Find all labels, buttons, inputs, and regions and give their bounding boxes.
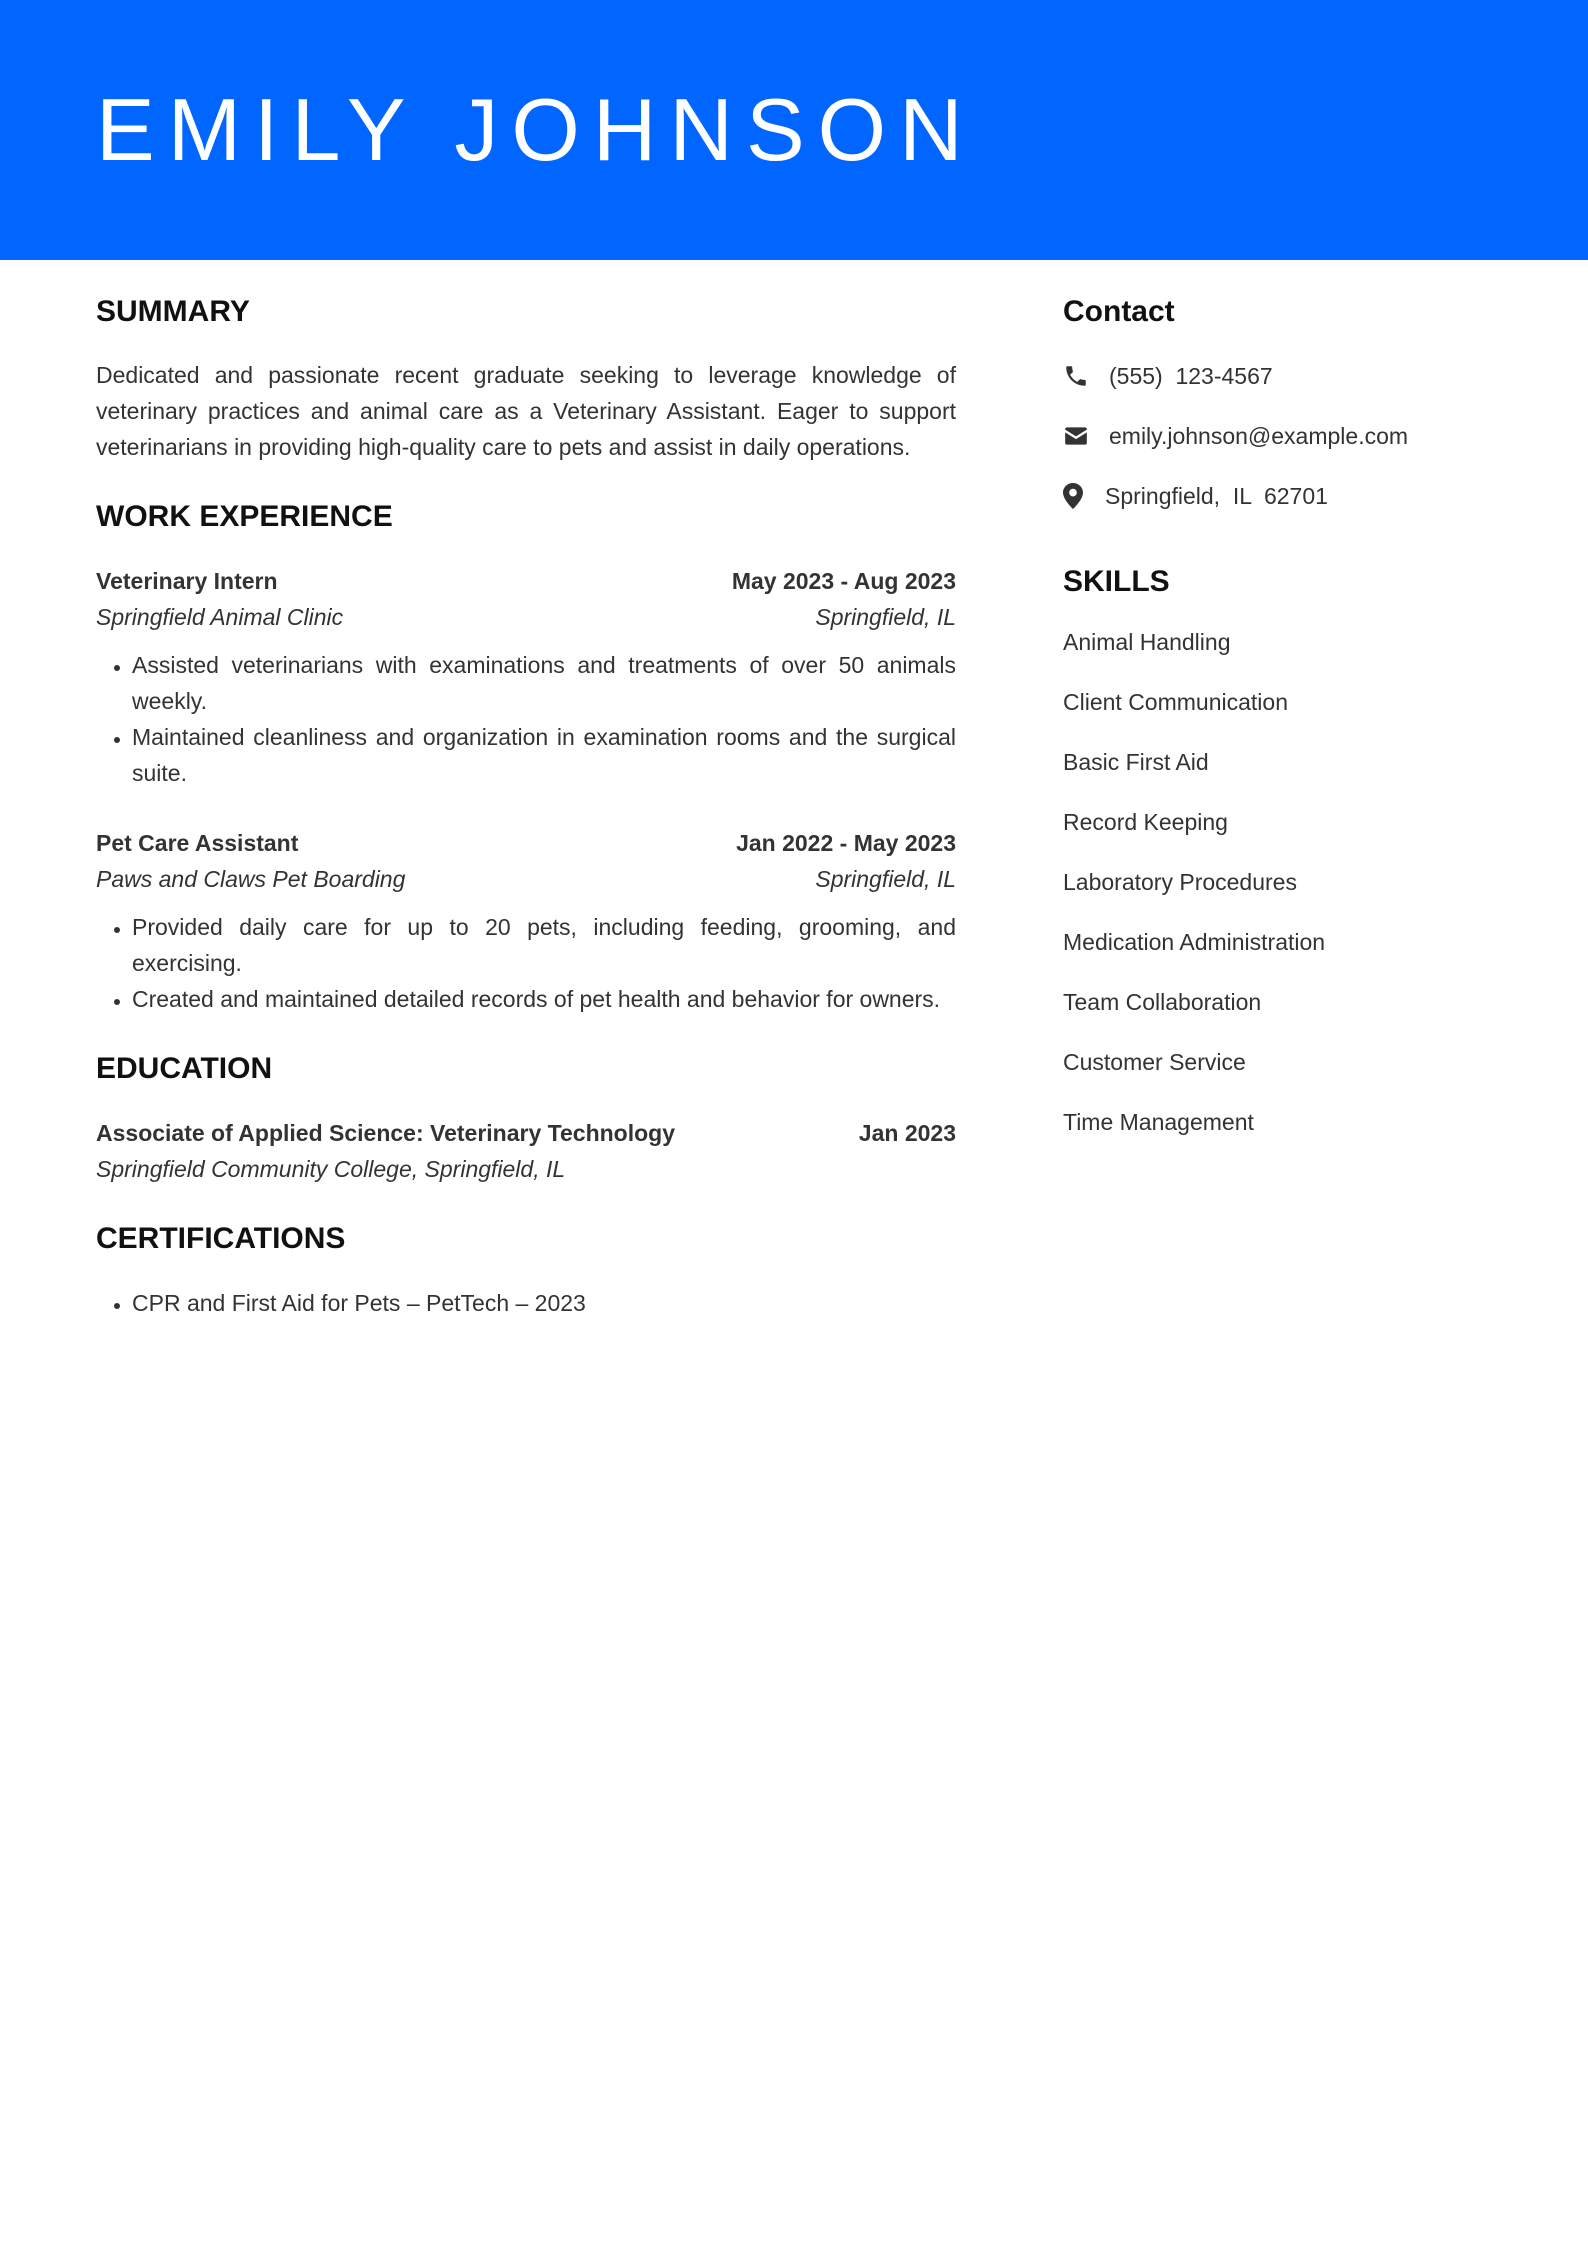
skills-title: SKILLS	[1063, 565, 1170, 598]
contact-location-text: Springfield, IL 62701	[1105, 482, 1328, 509]
job-role: Veterinary Intern	[96, 568, 278, 594]
skills-section	[1063, 564, 1503, 1140]
job-bullet: • Assisted veterinarians with examinations and treatments of over 50 animals weekly.	[132, 647, 956, 719]
job-bullet: • Maintained cleanliness and organization in examination rooms and the surgical suite.	[132, 719, 956, 791]
header-banner	[0, 0, 1588, 260]
degree-name: Associate of Applied Science: Veterinary Technology	[96, 1120, 675, 1146]
job-dates: Jan 2022 - May 2023	[736, 830, 956, 856]
skill-item: Medication Administration	[1063, 929, 1326, 955]
skill-item: Team Collaboration	[1063, 989, 1262, 1015]
education-entry	[96, 1115, 956, 1187]
job-role: Pet Care Assistant	[96, 830, 299, 856]
job-bullet: • Provided daily care for up to 20 pets, including feeding, grooming, and exercising.	[132, 909, 956, 981]
certifications-section	[96, 1221, 956, 1321]
work-experience-section	[96, 499, 956, 1017]
side-column	[1063, 294, 1503, 1164]
candidate-name: EMILY JOHNSON	[96, 80, 976, 179]
skill-item: Client Communication	[1063, 689, 1288, 715]
job-company: Springfield Animal Clinic	[96, 604, 344, 630]
summary-section	[96, 294, 956, 465]
main-column	[96, 294, 956, 1321]
skill-item: Laboratory Procedures	[1063, 869, 1297, 895]
contact-email-text: emily.johnson@example.com	[1109, 422, 1409, 449]
skill-item: Animal Handling	[1063, 629, 1231, 655]
skill-item: Time Management	[1063, 1109, 1254, 1135]
skill-item: Record Keeping	[1063, 809, 1228, 835]
job-company: Paws and Claws Pet Boarding	[96, 866, 406, 892]
phone-icon	[1063, 363, 1089, 389]
school-name: Springfield Community College, Springfield, IL	[96, 1156, 566, 1182]
certification-item: • CPR and First Aid for Pets – PetTech – 2023	[132, 1285, 956, 1321]
summary-text: Dedicated and passionate recent graduate seeking to leverage knowledge of veterinary practices and animal care as a Veterinary Assistant. Eager to support veterinarians in providing high-quality care to pets and assist in daily operations.	[96, 362, 956, 460]
job-dates: May 2023 - Aug 2023	[731, 568, 956, 594]
contact-phone-text: (555) 123-4567	[1109, 362, 1273, 389]
job-bullets	[96, 909, 956, 1017]
summary-title: SUMMARY	[96, 295, 250, 328]
job-location: Springfield, IL	[815, 604, 956, 630]
skill-item: Basic First Aid	[1063, 749, 1209, 775]
education-title: EDUCATION	[96, 1052, 273, 1085]
certifications-title: CERTIFICATIONS	[96, 1222, 346, 1255]
skills-list	[1063, 624, 1503, 1140]
job-entry	[96, 825, 956, 1017]
contact-email	[1063, 418, 1503, 454]
contact-phone	[1063, 358, 1503, 394]
skill-item: Customer Service	[1063, 1049, 1246, 1075]
job-entry	[96, 563, 956, 791]
work-experience-title: WORK EXPERIENCE	[96, 500, 393, 533]
education-section	[96, 1051, 956, 1187]
map-pin-icon	[1063, 483, 1083, 509]
job-location: Springfield, IL	[815, 866, 956, 892]
envelope-icon	[1063, 423, 1089, 449]
job-bullets	[96, 647, 956, 791]
job-bullet: • Created and maintained detailed records of pet health and behavior for owners.	[132, 981, 956, 1017]
degree-date: Jan 2023	[858, 1120, 956, 1146]
contact-location	[1063, 478, 1503, 514]
contact-title: Contact	[1063, 295, 1175, 328]
certifications-list	[96, 1285, 956, 1321]
contact-section	[1063, 294, 1503, 514]
